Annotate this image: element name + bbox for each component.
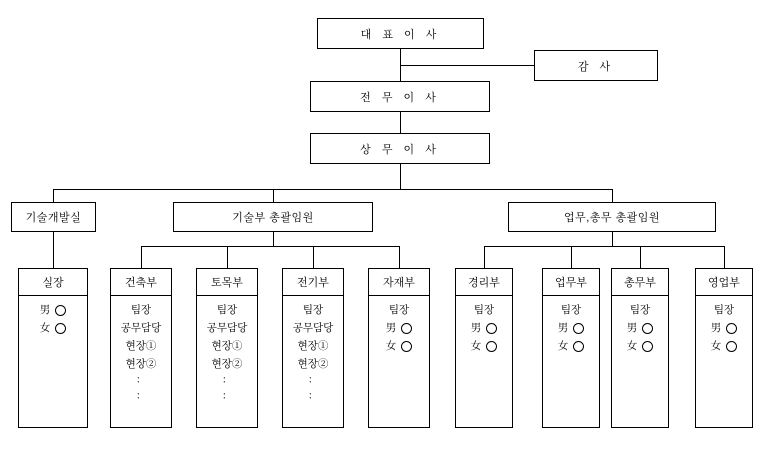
- dept-row-label: 팀장: [130, 304, 152, 316]
- dept-row-label: ：: [222, 375, 232, 386]
- connector-eng-to-dept-1: [141, 246, 142, 268]
- connector-admin-bus: [484, 246, 724, 247]
- dept-body: [456, 296, 512, 427]
- connector-senior-managing: [400, 112, 401, 133]
- circle-icon: [726, 341, 737, 352]
- dept-title: 건축부: [111, 269, 171, 296]
- connector-admin-down: [612, 232, 613, 246]
- dept-title: 경리부: [456, 269, 512, 296]
- dept-column-sales[interactable]: [695, 268, 753, 428]
- dept-row-label: 현장②: [211, 358, 243, 370]
- dept-row: [711, 340, 738, 352]
- dept-row: [389, 304, 409, 316]
- dept-row: [630, 304, 650, 316]
- dept-row: [627, 322, 654, 334]
- dept-row: [298, 358, 329, 370]
- box-division-admin[interactable]: 업무,총무 총괄임원: [508, 202, 716, 232]
- dept-row: [561, 304, 581, 316]
- circle-icon: [642, 341, 653, 352]
- dept-row: [558, 322, 585, 334]
- dept-row: [136, 376, 146, 386]
- dept-body: [543, 296, 599, 427]
- box-division-tech-dev[interactable]: 기술개발실: [11, 202, 96, 232]
- dept-row: [131, 304, 151, 316]
- dept-row: [212, 340, 243, 352]
- dept-row: [308, 376, 318, 386]
- dept-column-general-affairs[interactable]: [611, 268, 669, 428]
- dept-title: 실장: [19, 269, 87, 296]
- connector-division-bus: [53, 189, 612, 190]
- dept-row: [711, 322, 738, 334]
- dept-column-silljang[interactable]: [18, 268, 88, 428]
- dept-row-label: ：: [136, 391, 146, 402]
- dept-title: 자재부: [369, 269, 429, 296]
- dept-body: [612, 296, 668, 427]
- dept-body: [369, 296, 429, 427]
- dept-column-materials[interactable]: [368, 268, 430, 428]
- dept-row-label: 팀장: [302, 304, 324, 316]
- dept-row-label: 女: [710, 340, 722, 352]
- dept-body: [197, 296, 257, 427]
- dept-row-label: 女: [626, 340, 638, 352]
- dept-row-label: 男: [470, 322, 482, 334]
- dept-row: [303, 304, 323, 316]
- dept-row: [136, 392, 146, 402]
- dept-row: [627, 340, 654, 352]
- connector-ceo-auditor: [400, 65, 534, 66]
- connector-bus-to-admin: [612, 189, 613, 202]
- dept-row-label: 현장①: [297, 340, 329, 352]
- dept-row-label: 팀장: [216, 304, 238, 316]
- dept-title: 전기부: [283, 269, 343, 296]
- connector-bus-to-engineering: [273, 189, 274, 202]
- dept-row: [217, 304, 237, 316]
- dept-row: [212, 358, 243, 370]
- dept-row-label: 공무담당: [292, 322, 334, 334]
- dept-body: [19, 296, 87, 427]
- dept-title: 업무부: [543, 269, 599, 296]
- dept-title: 토목부: [197, 269, 257, 296]
- dept-row: [40, 322, 67, 334]
- dept-row-label: 女: [385, 340, 397, 352]
- box-senior-director[interactable]: 전 무 이 사: [310, 81, 490, 112]
- dept-column-civil[interactable]: [196, 268, 258, 428]
- dept-row-label: 男: [557, 322, 569, 334]
- dept-body: [696, 296, 752, 427]
- circle-icon: [573, 341, 584, 352]
- connector-eng-to-dept-3: [313, 246, 314, 268]
- dept-row-label: ：: [136, 375, 146, 386]
- dept-row-label: ：: [222, 391, 232, 402]
- connector-managing-down: [400, 164, 401, 189]
- circle-icon: [55, 305, 66, 316]
- circle-icon: [642, 323, 653, 334]
- dept-row-label: 女: [39, 322, 51, 334]
- circle-icon: [573, 323, 584, 334]
- connector-eng-to-dept-2: [227, 246, 228, 268]
- dept-row: [126, 340, 157, 352]
- connector-admin-to-dept-2: [571, 246, 572, 268]
- dept-title: 영업부: [696, 269, 752, 296]
- dept-row-label: 팀장: [473, 304, 495, 316]
- connector-admin-to-dept-3: [640, 246, 641, 268]
- dept-column-architecture[interactable]: [110, 268, 172, 428]
- dept-row-label: 팀장: [560, 304, 582, 316]
- dept-row-label: 팀장: [629, 304, 651, 316]
- dept-row: [308, 392, 318, 402]
- connector-engineering-bus: [141, 246, 399, 247]
- dept-row-label: 팀장: [713, 304, 735, 316]
- dept-row: [386, 340, 413, 352]
- dept-row-label: 현장②: [125, 358, 157, 370]
- circle-icon: [401, 341, 412, 352]
- dept-row: [714, 304, 734, 316]
- dept-row: [471, 340, 498, 352]
- box-division-engineering[interactable]: 기술부 총괄임원: [173, 202, 373, 232]
- dept-row-label: 男: [626, 322, 638, 334]
- circle-icon: [726, 323, 737, 334]
- dept-row-label: 男: [39, 304, 51, 316]
- dept-row-label: ：: [308, 375, 318, 386]
- connector-admin-to-dept-1: [484, 246, 485, 268]
- dept-row-label: 女: [470, 340, 482, 352]
- dept-row-label: 男: [710, 322, 722, 334]
- connector-eng-to-dept-4: [399, 246, 400, 268]
- circle-icon: [486, 341, 497, 352]
- dept-row: [298, 340, 329, 352]
- dept-row: [40, 304, 67, 316]
- circle-icon: [55, 323, 66, 334]
- circle-icon: [401, 323, 412, 334]
- dept-row: [207, 322, 248, 334]
- dept-row: [121, 322, 162, 334]
- dept-row-label: ：: [308, 391, 318, 402]
- dept-body: [283, 296, 343, 427]
- dept-row: [222, 392, 232, 402]
- box-ceo[interactable]: 대 표 이 사: [317, 18, 484, 49]
- connector-bus-to-tech-dev: [53, 189, 54, 202]
- connector-engineering-down: [273, 232, 274, 246]
- dept-row-label: 女: [557, 340, 569, 352]
- dept-row: [474, 304, 494, 316]
- dept-body: [111, 296, 171, 427]
- dept-title: 총무부: [612, 269, 668, 296]
- dept-row-label: 男: [385, 322, 397, 334]
- dept-row: [293, 322, 334, 334]
- dept-row: [222, 376, 232, 386]
- dept-row: [386, 322, 413, 334]
- dept-row: [471, 322, 498, 334]
- dept-column-accounting[interactable]: [455, 268, 513, 428]
- connector-techdev-to-dept: [53, 232, 54, 268]
- circle-icon: [486, 323, 497, 334]
- box-managing-director[interactable]: 상 무 이 사: [310, 133, 490, 164]
- dept-row-label: 팀장: [388, 304, 410, 316]
- dept-row-label: 공무담당: [206, 322, 248, 334]
- dept-row-label: 현장①: [125, 340, 157, 352]
- dept-row: [126, 358, 157, 370]
- dept-column-business[interactable]: [542, 268, 600, 428]
- connector-admin-to-dept-4: [724, 246, 725, 268]
- dept-row-label: 현장①: [211, 340, 243, 352]
- dept-column-electrical[interactable]: [282, 268, 344, 428]
- box-auditor[interactable]: 감 사: [534, 50, 658, 81]
- dept-row-label: 공무담당: [120, 322, 162, 334]
- dept-row: [558, 340, 585, 352]
- dept-row-label: 현장②: [297, 358, 329, 370]
